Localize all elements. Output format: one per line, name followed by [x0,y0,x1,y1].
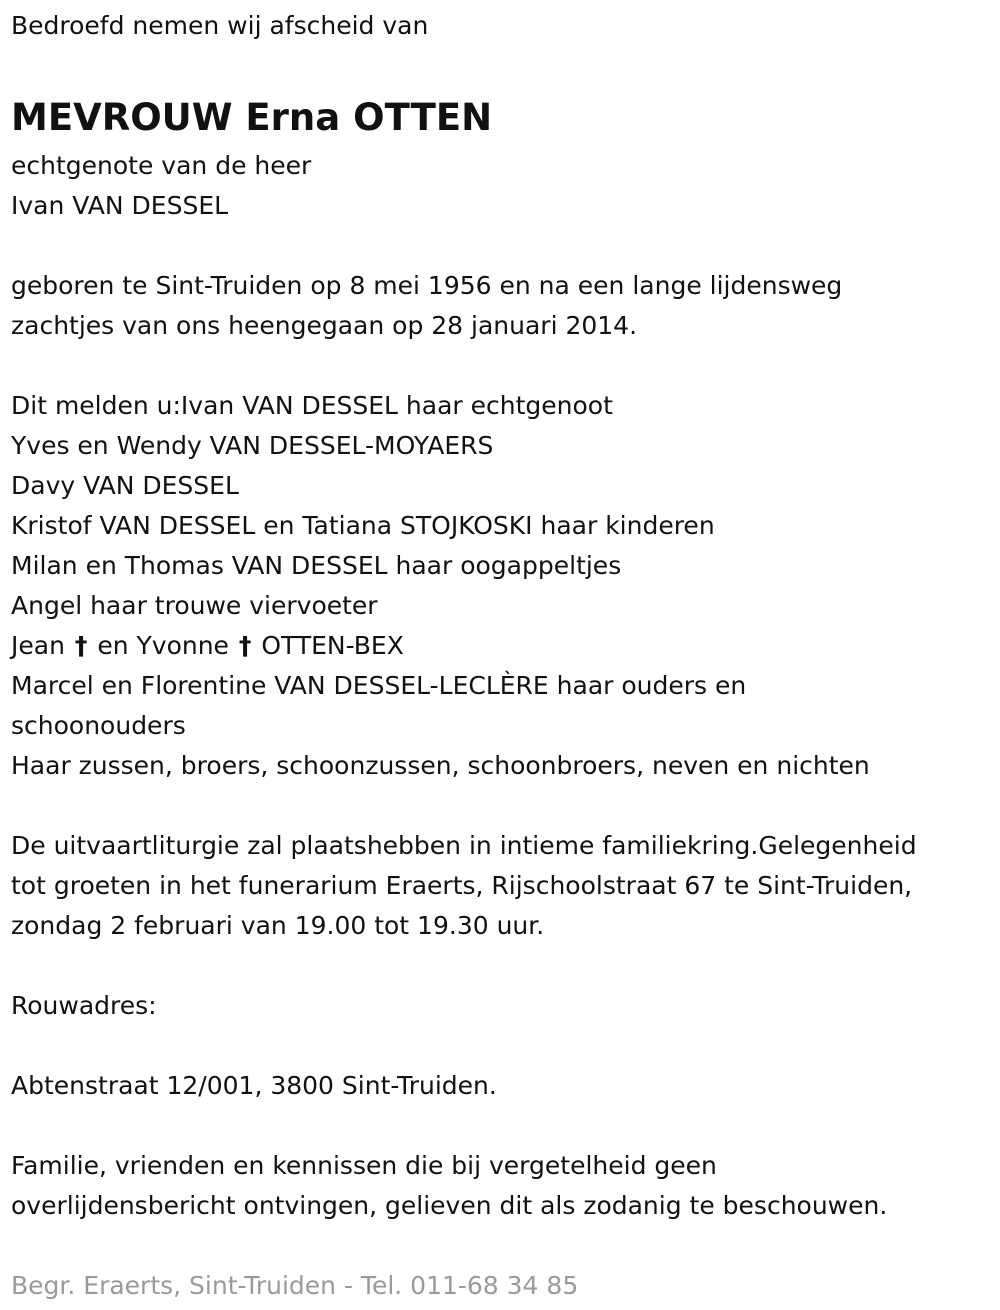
parent-father-name: Jean [11,631,65,660]
mourning-address: Abtenstraat 12/001, 3800 Sint-Truiden. [11,1071,497,1100]
birth-line: geboren te Sint-Truiden op 8 mei 1956 en na een lange lijdensweg [11,271,843,300]
funeral-home-footer: Begr. Eraerts, Sint-Truiden - Tel. 011-68 34 85 [11,1271,579,1300]
spacer [11,1106,996,1146]
deceased-name: MEVROUW Erna OTTEN [11,96,493,139]
ceremony-line: tot groeten in het funerarium Eraerts, Rijschoolstraat 67 te Sint-Truiden, [11,871,913,900]
parent-mother-name: en Yvonne [97,631,229,660]
closing-line: overlijdensbericht ontvingen, gelieven dit als zodanig te beschouwen. [11,1191,888,1220]
announcer-line: Dit melden u:Ivan VAN DESSEL haar echtgenoot [11,391,613,420]
spacer [11,946,996,986]
spacer [11,226,996,266]
spacer [11,786,996,826]
announcer-line: Milan en Thomas VAN DESSEL haar oogappeltjes [11,551,622,580]
announcer-line: Yves en Wendy VAN DESSEL-MOYAERS [11,431,494,460]
spouse-relation: echtgenote van de heer [11,151,312,180]
death-line: zachtjes van ons heengegaan op 28 januari 2014. [11,311,638,340]
intro-text: Bedroefd nemen wij afscheid van [11,11,429,40]
ceremony-line: De uitvaartliturgie zal plaatshebben in intieme familiekring.Gelegenheid [11,831,917,860]
announcer-line: Marcel en Florentine VAN DESSEL-LECLÈRE haar ouders en [11,671,747,700]
parents-surname: OTTEN-BEX [261,631,404,660]
spacer [11,1226,996,1266]
announcer-line: schoonouders [11,711,186,740]
closing-line: Familie, vrienden en kennissen die bij vergetelheid geen [11,1151,717,1180]
obituary-notice [11,6,996,1306]
spacer [11,346,996,386]
cross-icon: † [238,631,252,660]
announcer-line: Davy VAN DESSEL [11,471,239,500]
spouse-name: Ivan VAN DESSEL [11,191,229,220]
announcer-line: Angel haar trouwe viervoeter [11,591,378,620]
announcer-line: Haar zussen, broers, schoonzussen, schoonbroers, neven en nichten [11,751,870,780]
spacer [11,1026,996,1066]
parents-line [11,626,996,666]
address-label: Rouwadres: [11,991,157,1020]
spacer [11,46,996,86]
cross-icon: † [74,631,88,660]
announcer-line: Kristof VAN DESSEL en Tatiana STOJKOSKI haar kinderen [11,511,715,540]
ceremony-line: zondag 2 februari van 19.00 tot 19.30 uur. [11,911,545,940]
